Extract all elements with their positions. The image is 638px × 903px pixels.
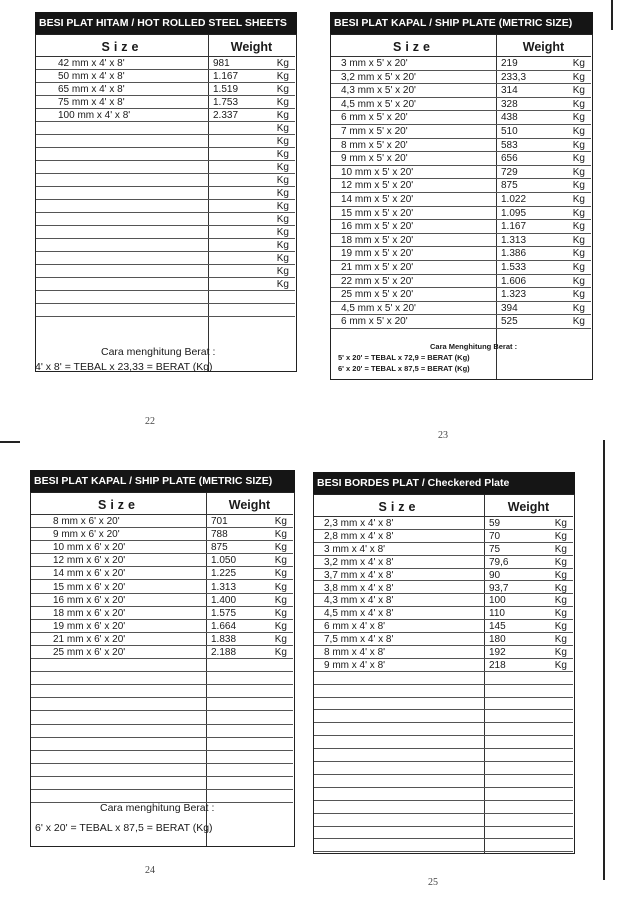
size-cell: 7,5 mm x 4' x 8' (324, 634, 394, 646)
table-row (314, 698, 573, 711)
weight-value: 192 (489, 647, 506, 658)
table-row (314, 788, 573, 801)
weight-unit: Kg (276, 110, 289, 121)
size-cell: 4,5 mm x 5' x 20' (341, 302, 416, 314)
size-cell: 6 mm x 4' x 8' (324, 621, 386, 633)
table-row (31, 672, 293, 685)
table-row (36, 239, 295, 252)
formula-line: 6' x 20' = TEBAL x 87,5 = BERAT (Kg) (35, 822, 213, 834)
table-row (314, 582, 573, 595)
size-cell: 16 mm x 5' x 20' (341, 221, 414, 233)
table-row (314, 530, 573, 543)
table-row (31, 764, 293, 777)
formula-line: 6' x 20' = TEBAL x 87,5 = BERAT (Kg) (338, 364, 470, 373)
table-row (314, 840, 573, 853)
weight-value: 1.167 (501, 221, 527, 233)
size-cell: 3,2 mm x 4' x 8' (324, 556, 394, 568)
weight-value: 1.575 (211, 607, 237, 619)
size-cell: 4,3 mm x 5' x 20' (341, 85, 416, 97)
weight-unit: Kg (274, 607, 287, 619)
weight-value: 1.386 (501, 248, 527, 260)
panel-hot-rolled-steel-sheets (35, 12, 297, 427)
table-row (31, 685, 293, 698)
size-cell: 12 mm x 5' x 20' (341, 180, 414, 192)
size-cell: 9 mm x 6' x 20' (53, 529, 120, 541)
weight-value: 1.167 (213, 71, 239, 82)
table-row (314, 775, 573, 788)
weight-unit: Kg (274, 555, 287, 567)
table-title: BESI PLAT HITAM / HOT ROLLED STEEL SHEETS (35, 12, 297, 34)
weight-unit: Kg (554, 530, 567, 542)
formula-title: Cara Menghitung Berat : (430, 342, 518, 351)
weight-table (313, 494, 575, 854)
weight-value: 218 (489, 659, 506, 671)
panel-ship-plate-5x20 (330, 12, 593, 441)
table-row (36, 57, 295, 70)
weight-value: 93,7 (489, 582, 509, 594)
weight-unit: Kg (572, 180, 585, 192)
weight-unit: Kg (572, 112, 585, 124)
size-cell: 18 mm x 5' x 20' (341, 234, 414, 246)
table-row (314, 556, 573, 569)
weight-unit: Kg (572, 275, 585, 287)
weight-unit: Kg (572, 58, 585, 69)
table-row (331, 57, 591, 71)
table-row (314, 517, 573, 530)
table-row (314, 749, 573, 762)
size-cell: 4,5 mm x 4' x 8' (324, 608, 394, 620)
size-cell: 65 mm x 4' x 8' (58, 84, 125, 95)
table-row (331, 125, 591, 139)
size-cell: 21 mm x 6' x 20' (53, 633, 126, 645)
table-title: BESI BORDES PLAT / Checkered Plate (313, 472, 575, 494)
weight-unit: Kg (572, 71, 585, 83)
weight-column-header: Weight (484, 495, 573, 517)
weight-value: 981 (213, 58, 230, 69)
weight-unit: Kg (274, 647, 287, 658)
table-row (314, 594, 573, 607)
table-row (331, 288, 591, 302)
table-row (31, 620, 293, 633)
weight-value: 729 (501, 166, 518, 178)
size-cell: 4,5 mm x 5' x 20' (341, 98, 416, 110)
size-cell: 12 mm x 6' x 20' (53, 555, 126, 567)
table-row (314, 814, 573, 827)
weight-value: 328 (501, 98, 518, 110)
size-cell: 19 mm x 6' x 20' (53, 620, 126, 632)
weight-unit: Kg (572, 302, 585, 314)
page-number: 24 (145, 865, 155, 876)
weight-value: 75 (489, 543, 501, 555)
weight-unit: Kg (274, 516, 287, 527)
weight-unit: Kg (572, 126, 585, 137)
table-row (36, 304, 295, 317)
table-row (31, 607, 293, 620)
table-row (36, 226, 295, 239)
weight-unit: Kg (276, 188, 289, 199)
table-row (31, 712, 293, 725)
table-row (31, 751, 293, 764)
table-row (331, 193, 591, 207)
table-row (31, 777, 293, 790)
table-row (31, 594, 293, 607)
table-row (314, 569, 573, 582)
weight-unit: Kg (554, 556, 567, 568)
weight-value: 1.225 (211, 568, 237, 580)
weight-unit: Kg (572, 98, 585, 110)
weight-value: 1.838 (211, 633, 237, 645)
size-cell: 7 mm x 5' x 20' (341, 126, 408, 137)
size-column-header: Size (31, 493, 206, 515)
table-row (31, 567, 293, 580)
page-edge (603, 440, 605, 880)
table-row (36, 70, 295, 83)
size-cell: 3 mm x 5' x 20' (341, 58, 408, 69)
size-cell: 14 mm x 6' x 20' (53, 568, 126, 580)
weight-unit: Kg (276, 84, 289, 95)
weight-unit: Kg (276, 123, 289, 134)
size-cell: 8 mm x 5' x 20' (341, 139, 408, 151)
table-row (31, 738, 293, 751)
size-cell: 3,2 mm x 5' x 20' (341, 71, 416, 83)
weight-unit: Kg (274, 581, 287, 593)
weight-value: 219 (501, 58, 518, 69)
table-row (31, 646, 293, 659)
weight-unit: Kg (572, 153, 585, 165)
weight-value: 525 (501, 316, 518, 328)
weight-column-header: Weight (496, 35, 591, 57)
weight-value: 1.533 (501, 262, 527, 273)
table-row (331, 207, 591, 221)
table-title: BESI PLAT KAPAL / SHIP PLATE (METRIC SIZE) (30, 470, 295, 492)
weight-value: 59 (489, 518, 501, 529)
size-cell: 6 mm x 5' x 20' (341, 316, 408, 328)
page-number: 25 (428, 877, 438, 888)
weight-unit: Kg (554, 659, 567, 671)
weight-table (30, 492, 295, 847)
size-cell: 100 mm x 4' x 8' (58, 110, 131, 121)
size-cell: 75 mm x 4' x 8' (58, 97, 125, 108)
table-row (331, 315, 591, 329)
weight-value: 90 (489, 569, 501, 581)
table-row (331, 84, 591, 98)
weight-value: 1.022 (501, 194, 527, 205)
table-row (331, 71, 591, 85)
table-row (314, 685, 573, 698)
weight-unit: Kg (572, 234, 585, 246)
weight-unit: Kg (572, 194, 585, 205)
weight-unit: Kg (572, 166, 585, 178)
weight-unit: Kg (276, 149, 289, 160)
weight-table (35, 34, 297, 372)
table-row (314, 801, 573, 814)
weight-value: 1.664 (211, 620, 237, 632)
size-cell: 18 mm x 6' x 20' (53, 607, 126, 619)
table-row (331, 98, 591, 112)
weight-unit: Kg (572, 289, 585, 301)
page-edge (611, 0, 613, 30)
table-row (36, 161, 295, 174)
weight-unit: Kg (276, 58, 289, 69)
formula-title: Cara menghitung Berat : (101, 346, 216, 358)
size-cell: 42 mm x 4' x 8' (58, 58, 125, 69)
weight-unit: Kg (572, 207, 585, 219)
weight-unit: Kg (554, 621, 567, 633)
table-row (36, 278, 295, 291)
size-cell: 10 mm x 5' x 20' (341, 166, 414, 178)
table-row (331, 234, 591, 248)
size-cell: 9 mm x 4' x 8' (324, 659, 386, 671)
table-row (331, 275, 591, 289)
panel-checkered-plate (313, 472, 575, 888)
weight-column-header: Weight (208, 35, 295, 57)
weight-value: 1.313 (211, 581, 237, 593)
weight-unit: Kg (276, 253, 289, 264)
weight-value: 2.188 (211, 647, 237, 658)
size-cell: 2,3 mm x 4' x 8' (324, 518, 394, 529)
weight-value: 1.050 (211, 555, 237, 567)
weight-value: 583 (501, 139, 518, 151)
weight-unit: Kg (276, 201, 289, 212)
weight-unit: Kg (274, 529, 287, 541)
size-cell: 9 mm x 5' x 20' (341, 153, 408, 165)
table-row (31, 541, 293, 554)
weight-value: 701 (211, 516, 228, 527)
weight-value: 875 (501, 180, 518, 192)
weight-unit: Kg (276, 266, 289, 277)
table-row (36, 148, 295, 161)
table-row (36, 213, 295, 226)
weight-value: 438 (501, 112, 518, 124)
size-cell: 19 mm x 5' x 20' (341, 248, 414, 260)
weight-unit: Kg (274, 620, 287, 632)
table-row (314, 762, 573, 775)
size-cell: 50 mm x 4' x 8' (58, 71, 125, 82)
formula-line: 4' x 8' = TEBAL x 23,33 = BERAT (Kg) (35, 361, 213, 373)
divider-line (0, 441, 20, 443)
weight-value: 100 (489, 595, 506, 607)
weight-unit: Kg (276, 97, 289, 108)
weight-value: 314 (501, 85, 518, 97)
size-cell: 25 mm x 6' x 20' (53, 647, 126, 658)
weight-unit: Kg (276, 214, 289, 225)
weight-unit: Kg (572, 221, 585, 233)
weight-value: 145 (489, 621, 506, 633)
table-row (31, 633, 293, 646)
weight-value: 656 (501, 153, 518, 165)
weight-unit: Kg (572, 85, 585, 97)
size-cell: 10 mm x 6' x 20' (53, 542, 126, 554)
weight-unit: Kg (572, 262, 585, 273)
table-row (36, 174, 295, 187)
weight-unit: Kg (274, 568, 287, 580)
size-cell: 15 mm x 6' x 20' (53, 581, 126, 593)
weight-unit: Kg (276, 162, 289, 173)
size-cell: 8 mm x 4' x 8' (324, 647, 386, 658)
weight-unit: Kg (554, 543, 567, 555)
table-row (31, 698, 293, 711)
weight-unit: Kg (276, 136, 289, 147)
table-title: BESI PLAT KAPAL / SHIP PLATE (METRIC SIZE) (330, 12, 593, 34)
weight-unit: Kg (554, 518, 567, 529)
table-row (314, 620, 573, 633)
weight-value: 2.337 (213, 110, 239, 121)
table-row (314, 672, 573, 685)
weight-unit: Kg (572, 139, 585, 151)
weight-table (330, 34, 593, 380)
weight-value: 788 (211, 529, 228, 541)
table-row (31, 554, 293, 567)
table-row (331, 302, 591, 316)
panel-ship-plate-6x20 (30, 470, 295, 876)
weight-unit: Kg (554, 569, 567, 581)
weight-value: 1.753 (213, 97, 239, 108)
table-row (314, 646, 573, 659)
table-row (314, 723, 573, 736)
weight-unit: Kg (276, 240, 289, 251)
weight-value: 1.313 (501, 234, 527, 246)
table-row (314, 543, 573, 556)
table-row (331, 261, 591, 275)
table-row (36, 83, 295, 96)
weight-value: 1.400 (211, 594, 237, 606)
weight-unit: Kg (554, 582, 567, 594)
table-row (31, 528, 293, 541)
weight-value: 1.519 (213, 84, 239, 95)
weight-value: 180 (489, 634, 506, 646)
size-cell: 2,8 mm x 4' x 8' (324, 530, 394, 542)
weight-unit: Kg (276, 279, 289, 290)
size-cell: 3 mm x 4' x 8' (324, 543, 386, 555)
size-cell: 3,8 mm x 4' x 8' (324, 582, 394, 594)
weight-value: 394 (501, 302, 518, 314)
size-cell: 4,3 mm x 4' x 8' (324, 595, 394, 607)
table-row (36, 187, 295, 200)
table-row (36, 96, 295, 109)
weight-unit: Kg (554, 595, 567, 607)
weight-unit: Kg (554, 634, 567, 646)
weight-value: 1.606 (501, 275, 527, 287)
size-cell: 6 mm x 5' x 20' (341, 112, 408, 124)
size-cell: 8 mm x 6' x 20' (53, 516, 120, 527)
size-column-header: Size (331, 35, 496, 57)
weight-column-header: Weight (206, 493, 293, 515)
weight-unit: Kg (274, 633, 287, 645)
table-row (31, 659, 293, 672)
size-cell: 3,7 mm x 4' x 8' (324, 569, 394, 581)
table-row (31, 515, 293, 528)
weight-unit: Kg (276, 175, 289, 186)
weight-value: 875 (211, 542, 228, 554)
table-row (331, 111, 591, 125)
page-number: 22 (145, 416, 155, 427)
table-row (36, 109, 295, 122)
size-column-header: Size (314, 495, 484, 517)
size-cell: 25 mm x 5' x 20' (341, 289, 414, 301)
table-row (36, 122, 295, 135)
size-cell: 21 mm x 5' x 20' (341, 262, 414, 273)
weight-unit: Kg (572, 248, 585, 260)
weight-value: 1.323 (501, 289, 527, 301)
table-row (331, 139, 591, 153)
weight-unit: Kg (554, 608, 567, 620)
weight-value: 1.095 (501, 207, 527, 219)
table-row (36, 291, 295, 304)
table-row (314, 633, 573, 646)
table-row (36, 252, 295, 265)
weight-unit: Kg (554, 647, 567, 658)
size-cell: 15 mm x 5' x 20' (341, 207, 414, 219)
weight-unit: Kg (274, 594, 287, 606)
table-row (331, 152, 591, 166)
table-row (31, 581, 293, 594)
weight-value: 70 (489, 530, 501, 542)
weight-unit: Kg (572, 316, 585, 328)
size-cell: 22 mm x 5' x 20' (341, 275, 414, 287)
table-row (314, 659, 573, 672)
table-row (314, 827, 573, 840)
weight-unit: Kg (274, 542, 287, 554)
table-row (31, 725, 293, 738)
weight-value: 110 (489, 608, 505, 620)
weight-unit: Kg (276, 71, 289, 82)
weight-unit: Kg (276, 227, 289, 238)
table-row (314, 711, 573, 724)
table-row (36, 135, 295, 148)
page-number: 23 (438, 430, 448, 441)
size-cell: 16 mm x 6' x 20' (53, 594, 126, 606)
size-cell: 14 mm x 5' x 20' (341, 194, 414, 205)
weight-value: 233,3 (501, 71, 527, 83)
formula-line: 5' x 20' = TEBAL x 72,9 = BERAT (Kg) (338, 353, 470, 362)
weight-value: 510 (501, 126, 518, 137)
table-row (331, 220, 591, 234)
size-column-header: Size (36, 35, 208, 57)
table-row (36, 265, 295, 278)
weight-value: 79,6 (489, 556, 509, 568)
table-row (331, 247, 591, 261)
table-row (331, 166, 591, 180)
table-row (36, 200, 295, 213)
table-row (331, 179, 591, 193)
table-row (314, 736, 573, 749)
table-row (314, 607, 573, 620)
formula-title: Cara menghitung Berat : (100, 802, 215, 814)
